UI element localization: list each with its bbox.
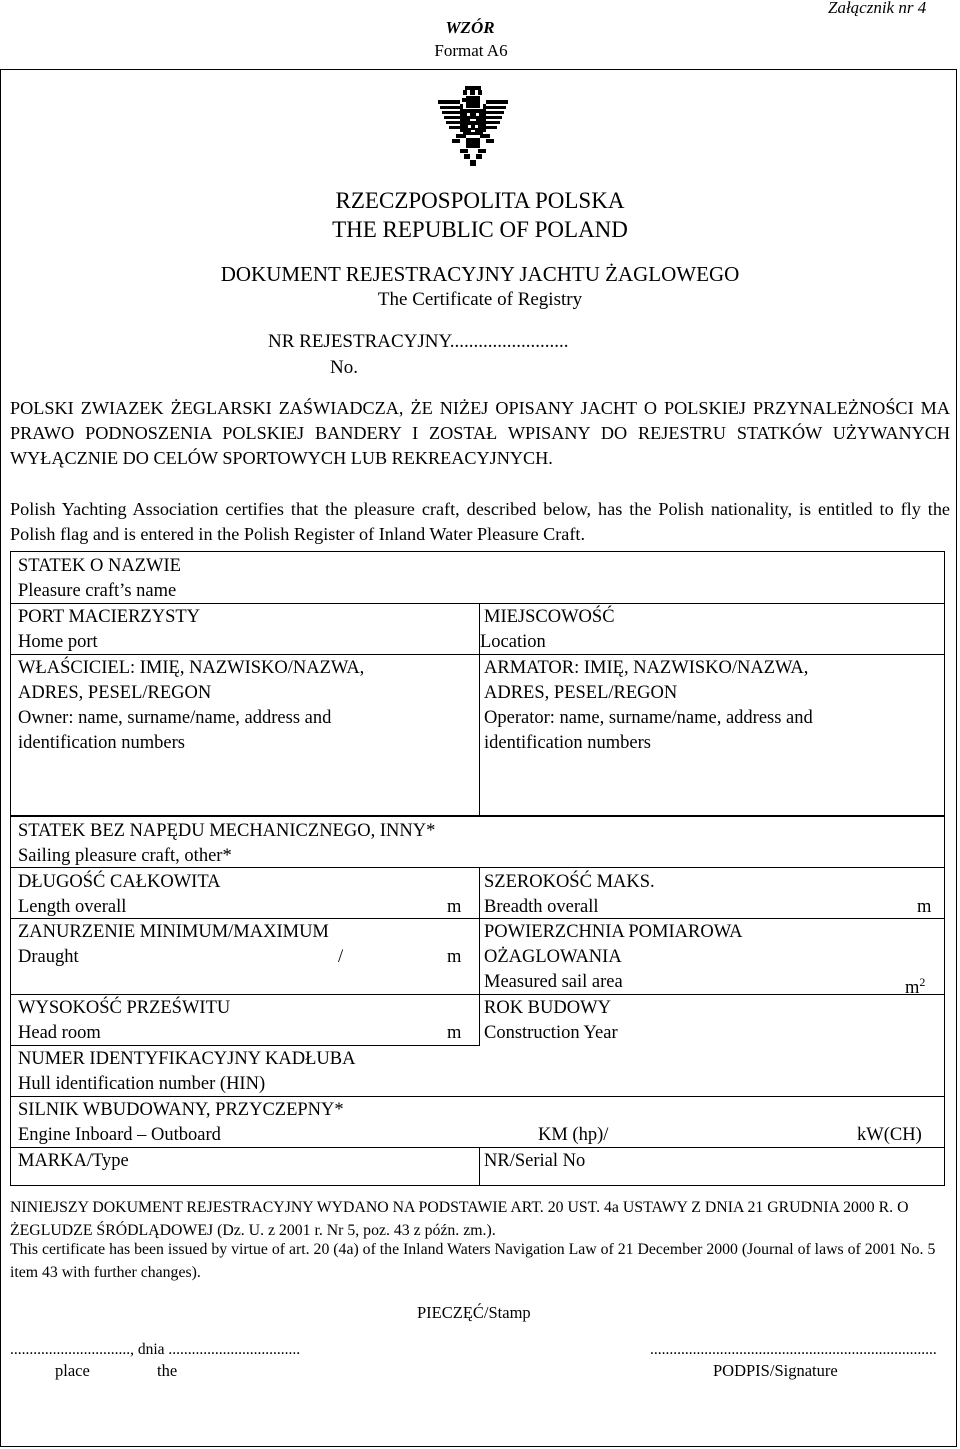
country-title-pl: RZECZPOSPOLITA POLSKA: [335, 188, 625, 213]
operator-label-pl-1: ARMATOR: IMIĘ, NAZWISKO/NAZWA,: [484, 658, 809, 678]
draught-label-pl: ZANURZENIE MINIMUM/MAXIMUM: [18, 922, 329, 942]
engine-power-hp-label: KM (hp)/: [538, 1125, 609, 1145]
engine-power-kw-label: kW(CH): [857, 1125, 922, 1145]
template-label: WZÓR: [445, 18, 495, 37]
hin-label-en: Hull identification number (HIN): [18, 1074, 266, 1094]
craft-type-label-pl: STATEK BEZ NAPĘDU MECHANICZNEGO, INNY*: [18, 821, 436, 841]
table-divider: [479, 867, 480, 1045]
hin-label-pl: NUMER IDENTYFIKACYJNY KADŁUBA: [18, 1049, 356, 1069]
attachment-label: Załącznik nr 4: [828, 0, 927, 17]
make-label: MARKA/Type: [18, 1151, 129, 1171]
draught-label-en: Draught: [18, 947, 79, 967]
draught-separator: /: [338, 947, 344, 967]
craft-name-label-en: Pleasure craft’s name: [18, 581, 177, 601]
headroom-unit: m: [447, 1023, 462, 1043]
engine-label-en: Engine Inboard – Outboard: [18, 1125, 221, 1145]
breadth-label-pl: SZEROKOŚĆ MAKS.: [484, 872, 655, 892]
breadth-unit: m: [917, 897, 932, 917]
legal-basis-en: This certificate has been issued by virtue of art. 20 (4a) of the Inland Waters Navigation Law of 21 December 2000 (Journal of laws of 2001 No. 5 item 43 with further changes).: [10, 1241, 936, 1281]
owner-label-en-2: identification numbers: [18, 733, 185, 753]
format-label: Format A6: [434, 41, 508, 60]
sail-area-label-pl-2: OŻAGLOWANIA: [484, 947, 622, 967]
owner-label-en-1: Owner: name, surname/name, address and: [18, 708, 332, 728]
document-title-en: The Certificate of Registry: [377, 289, 583, 310]
year-label-en: Construction Year: [484, 1023, 618, 1043]
home-port-label-en: Home port: [18, 632, 98, 652]
registration-number-en: No.: [330, 357, 358, 378]
draught-unit: m: [447, 947, 462, 967]
place-label: place: [55, 1361, 90, 1380]
sail-area-label-en: Measured sail area: [484, 972, 623, 992]
owner-label-pl-1: WŁAŚCICIEL: IMIĘ, NAZWISKO/NAZWA,: [18, 658, 365, 678]
length-label-pl: DŁUGOŚĆ CAŁKOWITA: [18, 872, 221, 892]
intro-text-en: Polish Yachting Association certifies that the pleasure craft, described below, has the Polish nationality, is entitled to fly the Polish flag and is entered in the Polish Register of Inland Water Pleasure Craft.: [10, 499, 950, 544]
table-divider: [10, 994, 945, 995]
operator-label-pl-2: ADRES, PESEL/REGON: [484, 683, 678, 703]
length-label-en: Length overall: [18, 897, 127, 917]
craft-type-label-en: Sailing pleasure craft, other*: [18, 846, 232, 866]
headroom-label-en: Head room: [18, 1023, 101, 1043]
owner-label-pl-2: ADRES, PESEL/REGON: [18, 683, 212, 703]
stamp-label: PIECZĘĆ/Stamp: [417, 1303, 531, 1322]
place-date-line: ..............................., dnia ..................................: [10, 1341, 301, 1358]
country-title-en: THE REPUBLIC OF POLAND: [332, 217, 628, 242]
operator-label-en-2: identification numbers: [484, 733, 651, 753]
registration-number-pl: NR REJESTRACYJNY.........................: [268, 331, 569, 352]
signature-label: PODPIS/Signature: [713, 1361, 838, 1380]
polish-eagle-emblem: [436, 86, 510, 166]
serial-label: NR/Serial No: [484, 1151, 586, 1171]
intro-text-pl: POLSKI ZWIAZEK ŻEGLARSKI ZAŚWIADCZA, ŻE NIŻEJ OPISANY JACHT O POLSKIEJ PRZYNALEŻNOŚCI MA PRAWO PODNOSZENIA POLSKIEJ BANDERY I ZOSTAŁ WPISANY DO REJESTRU STATKÓW UŻYWANYCH WYŁĄCZNIE DO CELÓW SPORTOWYCH LUB REKREACYJNYCH.: [10, 398, 950, 468]
legal-basis-pl: NINIEJSZY DOKUMENT REJESTRACYJNY WYDANO NA PODSTAWIE ART. 20 UST. 4a USTAWY Z DNIA 21 GRUDNIA 2000 R. O ŻEGLUDZE ŚRÓDLĄDOWEJ (Dz. U. z 2001 r. Nr 5, poz. 43 z późn. zm.).: [10, 1199, 909, 1239]
home-port-label-pl: PORT MACIERZYSTY: [18, 607, 201, 627]
table-divider: [479, 1147, 480, 1186]
document-title-pl: DOKUMENT REJESTRACYJNY JACHTU ŻAGLOWEGO: [220, 262, 740, 286]
table-divider: [10, 654, 945, 655]
location-label-en: Location: [480, 632, 546, 652]
date-label: the: [157, 1361, 178, 1380]
sail-area-label-pl-1: POWIERZCHNIA POMIAROWA: [484, 922, 743, 942]
signature-line: ..........................................................................: [650, 1341, 937, 1358]
year-label-pl: ROK BUDOWY: [484, 998, 611, 1018]
breadth-label-en: Breadth overall: [484, 897, 599, 917]
craft-name-label-pl: STATEK O NAZWIE: [18, 556, 181, 576]
engine-label-pl: SILNIK WBUDOWANY, PRZYCZEPNY*: [18, 1100, 344, 1120]
sail-area-unit: $m^2$: [905, 975, 926, 999]
length-unit: m: [447, 897, 462, 917]
location-label-pl: MIEJSCOWOŚĆ: [484, 607, 615, 627]
headroom-label-pl: WYSOKOŚĆ PRZEŚWITU: [18, 998, 231, 1018]
operator-label-en-1: Operator: name, surname/name, address and: [484, 708, 813, 728]
